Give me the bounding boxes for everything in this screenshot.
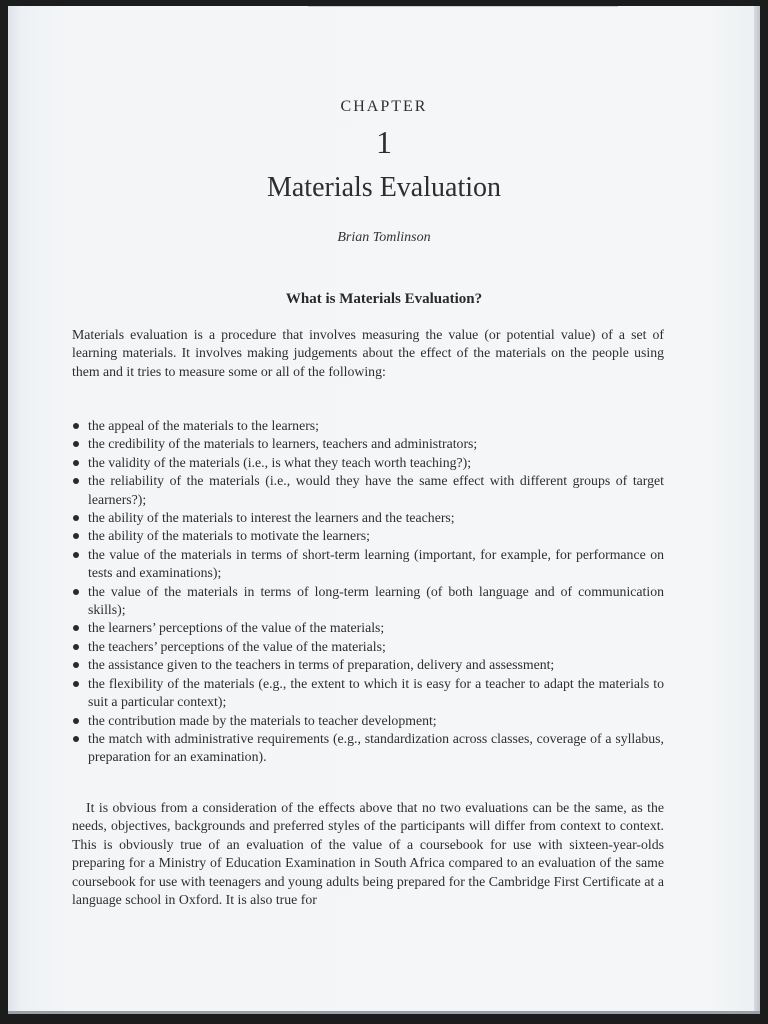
bullet-icon [73, 533, 79, 539]
bullet-icon [73, 423, 79, 429]
list-item [72, 509, 664, 527]
closing-paragraph: It is obvious from a consideration of the effects above that no two evaluations can be the same, as the needs, objectives, backgrounds and preferred styles of the participants will differ from context to context. This is obviously true of an evaluation of the value of a coursebook for use with sixteen-year-olds preparing for a Ministry of Education Examination in South Africa compared to an evaluation of the same coursebook for use with teenagers and young adults being prepared for the Cambridge First Certificate at a language school in Oxford. It is also true for [72, 800, 664, 908]
list-item [72, 435, 664, 453]
list-item [72, 656, 664, 674]
list-item [72, 417, 664, 435]
chapter-author: Brian Tomlinson [337, 230, 431, 245]
bullet-icon [73, 625, 79, 631]
list-item-text: the credibility of the materials to learners, teachers and administrators; [88, 436, 478, 452]
bullet-icon [73, 552, 79, 558]
list-item-text: the value of the materials in terms of long-term learning (of both language and of communication skills); [88, 583, 664, 618]
list-item [72, 638, 664, 656]
list-item [72, 712, 664, 730]
book-page [8, 6, 760, 1014]
list-item-text: the reliability of the materials (i.e., would they have the same effect with different groups of target learners?); [88, 473, 664, 507]
intro-paragraph: Materials evaluation is a procedure that involves measuring the value (or potential value) of a set of learning materials. It involves making judgements about the effect of the materials on the people using them and it tries to measure some or all of the following: [72, 327, 664, 379]
page-top-rule [308, 6, 618, 7]
list-item [72, 472, 664, 509]
page-bottom-edge [8, 1011, 760, 1014]
list-item-text: the ability of the materials to motivate the learners; [88, 528, 370, 544]
bullet-icon [73, 736, 79, 742]
list-item-text: the learners’ perceptions of the value of the materials; [88, 620, 385, 636]
list-item-text: the ability of the materials to interest the learners and the teachers; [88, 510, 455, 526]
list-item [72, 527, 664, 545]
list-item-text: the match with administrative requirements (e.g., standardization across classes, coverage of a syllabus, preparation for an examination). [88, 730, 664, 765]
bullet-icon [73, 478, 79, 484]
chapter-number: 1 [376, 124, 392, 160]
list-item [72, 619, 664, 637]
list-item-text: the teachers’ perceptions of the value of the materials; [88, 638, 386, 654]
list-item [72, 675, 664, 712]
bullet-icon [73, 460, 79, 466]
list-item-text: the contribution made by the materials to teacher development; [88, 712, 437, 728]
list-item [72, 454, 664, 472]
list-item-text: the appeal of the materials to the learners; [88, 418, 319, 433]
bullet-icon [73, 589, 79, 595]
list-item [72, 730, 664, 767]
chapter-title: Materials Evaluation [266, 172, 502, 203]
bullet-icon [73, 441, 79, 447]
section-heading: What is Materials Evaluation? [285, 291, 483, 307]
list-item-text: the value of the materials in terms of short-term learning (important, for example, for performance on tests and examinations); [88, 546, 664, 581]
bullet-icon [73, 718, 79, 724]
list-item [72, 583, 664, 620]
chapter-label: CHAPTER [340, 98, 428, 115]
list-item-text: the flexibility of the materials (e.g., the extent to which it is easy for a teacher to adapt the materials to suit a particular context); [88, 675, 664, 710]
bullet-icon [73, 662, 79, 668]
bullet-icon [73, 644, 79, 650]
list-item [72, 546, 664, 583]
list-item-text: the assistance given to the teachers in terms of preparation, delivery and assessment; [88, 657, 555, 673]
page-edge-shadow [754, 6, 760, 1014]
evaluation-criteria-list [72, 417, 664, 767]
list-item-text: the validity of the materials (i.e., is what they teach worth teaching?); [88, 454, 472, 470]
bullet-icon [73, 681, 79, 687]
bullet-icon [73, 515, 79, 521]
